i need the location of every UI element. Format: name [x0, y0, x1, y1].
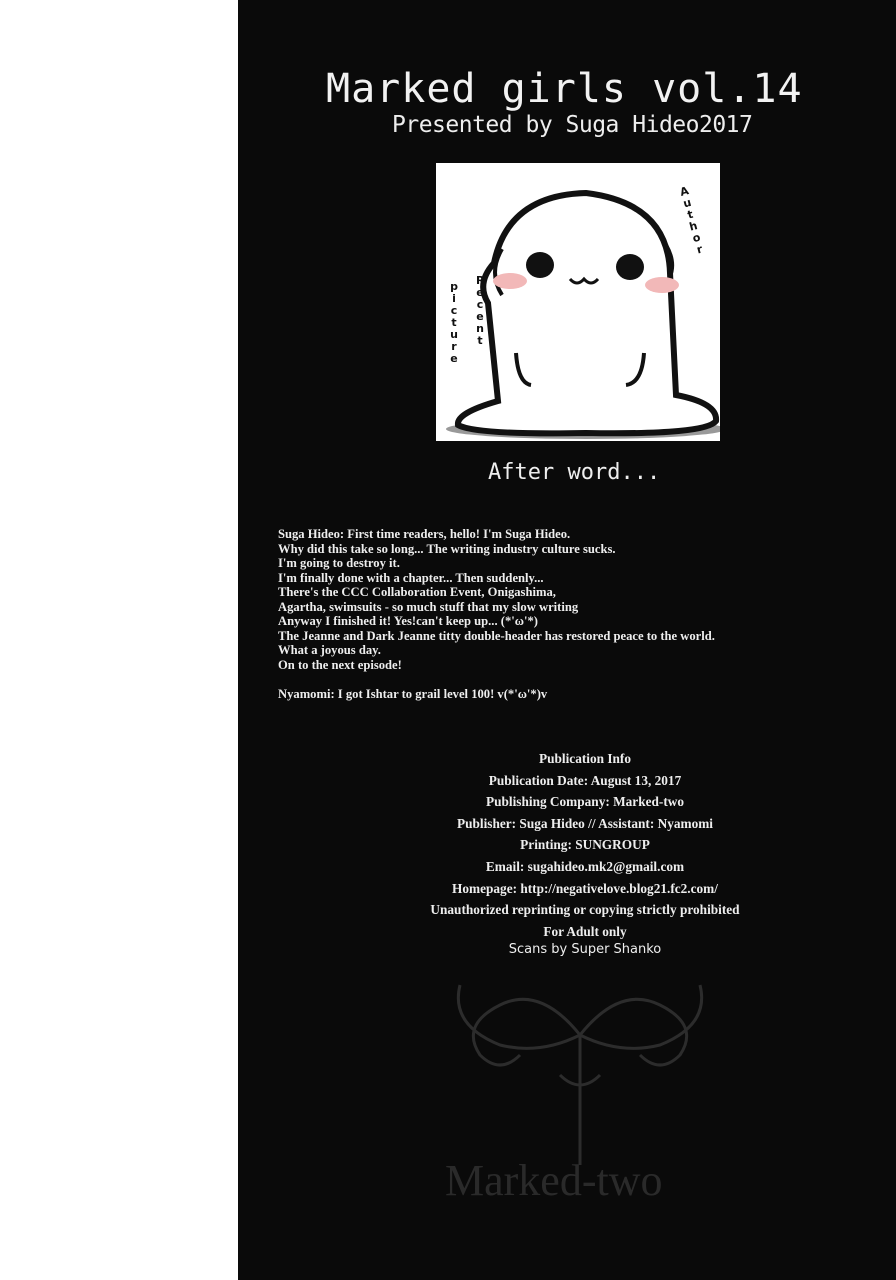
copyright-notice: Unauthorized reprinting or copying strictly prohibited	[430, 902, 740, 918]
publication-info	[340, 748, 830, 957]
label-recent: Recent	[476, 274, 485, 347]
afterword-line: Suga Hideo: First time readers, hello! I'm Suga Hideo.	[278, 527, 571, 541]
assistant-note: Nyamomi: I got Ishtar to grail level 100! v(*'ω'*)v	[278, 686, 548, 701]
label-picture: picture	[450, 280, 458, 365]
page-subtitle: Presented by Suga Hideo2017	[392, 112, 753, 138]
afterword-line: Anyway I finished it! Yes!can't keep up... (*'ω'*)	[278, 614, 538, 628]
afterword-line: Why did this take so long... The writing industry culture sucks.	[278, 541, 616, 556]
afterword-text	[278, 527, 715, 701]
afterword-line: I'm going to destroy it.	[278, 556, 400, 570]
printing: Printing: SUNGROUP	[520, 837, 650, 853]
afterword-line: Agartha, swimsuits - so much stuff that my slow writing	[278, 599, 579, 614]
label-author: Author	[678, 184, 704, 257]
email: Email: sugahideo.mk2@gmail.com	[485, 858, 685, 874]
afterword-line: On to the next episode!	[278, 657, 402, 672]
homepage: Homepage: http://negativelove.blog21.fc2.com/	[452, 880, 718, 896]
publication-heading: Publication Info	[539, 751, 631, 766]
rating: For Adult only	[543, 923, 627, 939]
author-picture	[436, 163, 720, 441]
page-title: Marked girls vol.14	[326, 66, 803, 112]
afterword-line: I'm finally done with a chapter... Then suddenly...	[278, 570, 544, 585]
afterword-heading: After word...	[488, 460, 661, 485]
publisher: Publisher: Suga Hideo // Assistant: Nyamomi	[457, 815, 713, 831]
publication-date: Publication Date: August 13, 2017	[488, 772, 682, 788]
afterword-line: The Jeanne and Dark Jeanne titty double-header has restored peace to the world.	[278, 628, 715, 643]
publisher-watermark: Marked-two	[445, 1156, 663, 1205]
publishing-company: Publishing Company: Marked-two	[486, 794, 684, 810]
afterword-line: There's the CCC Collaboration Event, Onigashima,	[278, 585, 556, 599]
scan-credit: Scans by Super Shanko	[508, 942, 662, 958]
ornament-watermark-icon	[440, 965, 720, 1165]
afterword-line: What a joyous day.	[278, 643, 381, 657]
